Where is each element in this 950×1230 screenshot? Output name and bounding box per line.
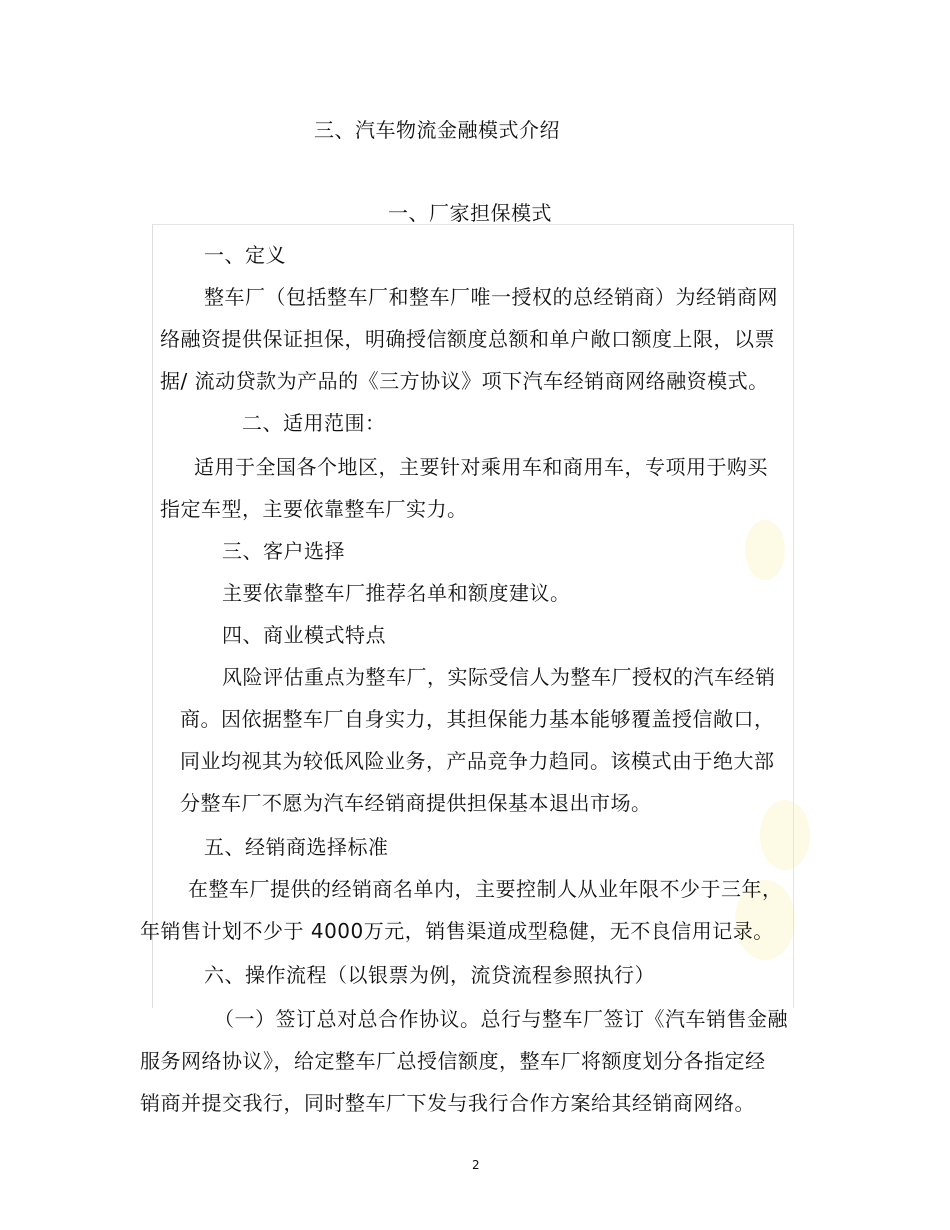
definition-line: 络融资提供保证担保，明确授信额度总额和单户敞口额度上限，以票 <box>160 327 775 351</box>
definition-line: 据/ 流动贷款为产品的《三方协议》项下汽车经销商网络融资模式。 <box>160 369 769 393</box>
definition-line: 整车厂（包括整车厂和整车厂唯一授权的总经销商）为经销商网 <box>204 285 778 309</box>
process-line: （一）签订总对总合作协议。总行与整车厂签订《汽车销售金融 <box>214 1007 788 1031</box>
scope-line: 指定车型，主要依靠整车厂实力。 <box>160 497 468 521</box>
client-selection-title: 三、客户选择 <box>222 539 345 563</box>
process-line: 销商并提交我行，同时整车厂下发与我行合作方案给其经销商网络。 <box>140 1091 755 1115</box>
business-model-title: 四、商业模式特点 <box>222 623 386 647</box>
business-model-line: 风险评估重点为整车厂，实际受信人为整车厂授权的汽车经销 <box>222 665 776 689</box>
definition-title: 一、定义 <box>204 243 286 267</box>
dealer-criteria-line: 年销售计划不少于 4000万元，销售渠道成型稳健，无不良信用记录。 <box>140 919 774 943</box>
scope-line: 适用于全国各个地区，主要针对乘用车和商用车，专项用于购买 <box>194 455 768 479</box>
business-model-line: 同业均视其为较低风险业务，产品竞争力趋同。该模式由于绝大部 <box>180 749 775 773</box>
dealer-criteria-line: 在整车厂提供的经销商名单内，主要控制人从业年限不少于三年， <box>188 877 783 901</box>
page-number: 2 <box>472 1158 480 1172</box>
process-title: 六、操作流程（以银票为例，流贷流程参照执行） <box>204 963 655 987</box>
process-line: 服务网络协议》，给定整车厂总授信额度，整车厂将额度划分各指定经 <box>140 1049 766 1073</box>
business-model-line: 分整车厂不愿为汽车经销商提供担保基本退出市场。 <box>180 791 652 815</box>
page-heading: 三、汽车物流金融模式介绍 <box>314 118 560 142</box>
client-selection-line: 主要依靠整车厂推荐名单和额度建议。 <box>222 581 571 605</box>
scope-title: 二、适用范围： <box>242 411 386 435</box>
section-heading: 一、厂家担保模式 <box>388 201 552 225</box>
dealer-criteria-title: 五、经销商选择标准 <box>204 835 389 859</box>
business-model-line: 商。因依据整车厂自身实力，其担保能力基本能够覆盖授信敞口， <box>180 707 775 731</box>
